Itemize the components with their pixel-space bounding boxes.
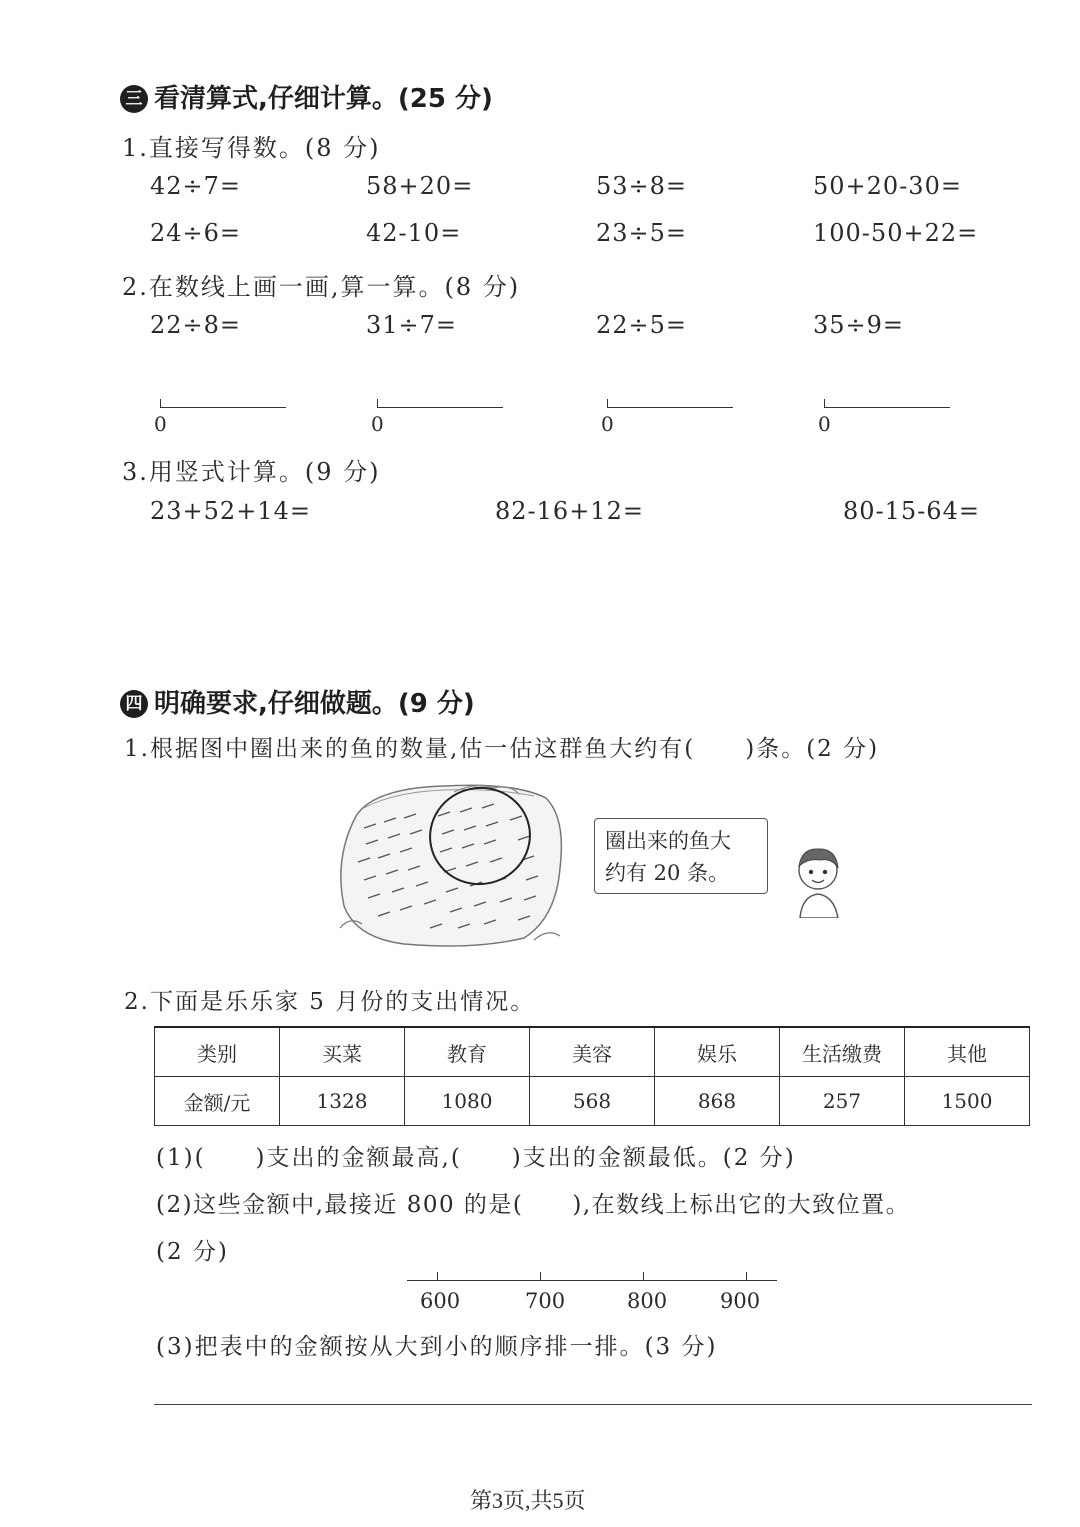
section4-title [120, 683, 475, 720]
table-cell: 教育 [405, 1027, 530, 1077]
section3-title [120, 78, 493, 115]
table-cell: 生活缴费 [780, 1027, 905, 1077]
section4-title-text: 明确要求,仔细做题。(9 分) [154, 689, 475, 719]
q1-title: 1.直接写得数。(8 分) [122, 134, 381, 162]
sub-question-1: (1)( )支出的金额最高,( )支出的金额最低。(2 分) [156, 1145, 796, 1171]
boy-illustration [792, 840, 844, 918]
table-row [155, 1077, 1030, 1126]
bubble-line-1: 圈出来的鱼大 [605, 829, 731, 853]
divider [154, 1404, 1032, 1405]
equation: 35÷9= [813, 311, 905, 339]
zero-label: 0 [818, 412, 831, 436]
table-cell: 1080 [405, 1077, 530, 1126]
equation: 31÷7= [366, 311, 458, 339]
table-cell: 1500 [905, 1077, 1030, 1126]
zero-label: 0 [154, 412, 167, 436]
section4-badge: 四 [120, 690, 148, 718]
table-cell: 868 [655, 1077, 780, 1126]
equation: 23+52+14= [150, 497, 311, 525]
s4-q2-title: 2.下面是乐乐家 5 月份的支出情况。 [124, 989, 536, 1015]
equation: 50+20-30= [813, 172, 962, 200]
equation: 24÷6= [150, 219, 242, 247]
expense-table [154, 1026, 1030, 1126]
equation: 42÷7= [150, 172, 242, 200]
equation: 53÷8= [596, 172, 688, 200]
sub-question-3: (3)把表中的金额按从大到小的顺序排一排。(3 分) [156, 1334, 718, 1360]
table-cell: 1328 [280, 1077, 405, 1126]
bubble-line-2: 约有 20 条。 [605, 861, 730, 885]
table-cell: 买菜 [280, 1027, 405, 1077]
equation: 82-16+12= [495, 497, 644, 525]
equation: 23÷5= [596, 219, 688, 247]
zero-label: 0 [371, 412, 384, 436]
tick-label: 800 [627, 1289, 668, 1313]
tick-label: 900 [720, 1289, 761, 1313]
equation: 22÷8= [150, 311, 242, 339]
s4-q1-title: 1.根据图中圈出来的鱼的数量,估一估这群鱼大约有( )条。(2 分) [124, 736, 880, 762]
section3-title-text: 看清算式,仔细计算。(25 分) [154, 84, 493, 114]
q3-title: 3.用竖式计算。(9 分) [122, 458, 381, 486]
table-cell: 257 [780, 1077, 905, 1126]
table-cell: 568 [530, 1077, 655, 1126]
table-cell: 娱乐 [655, 1027, 780, 1077]
tick-label: 700 [525, 1289, 566, 1313]
sub-question-2-score: (2 分) [156, 1239, 229, 1265]
table-cell: 其他 [905, 1027, 1030, 1077]
equation: 80-15-64= [843, 497, 980, 525]
equation: 58+20= [366, 172, 474, 200]
zero-label: 0 [601, 412, 614, 436]
tick-label: 600 [420, 1289, 461, 1313]
fish-school-illustration [334, 778, 570, 952]
speech-bubble [594, 818, 768, 894]
table-cell: 美容 [530, 1027, 655, 1077]
equation: 42-10= [366, 219, 462, 247]
q2-title: 2.在数线上画一画,算一算。(8 分) [122, 273, 521, 301]
table-cell: 类别 [155, 1027, 280, 1077]
table-header-row [155, 1027, 1030, 1077]
equation: 22÷5= [596, 311, 688, 339]
page-footer: 第3页,共5页 [470, 1488, 586, 1513]
section3-badge: 三 [120, 85, 148, 113]
sub-question-2: (2)这些金额中,最接近 800 的是( ),在数线上标出它的大致位置。 [156, 1192, 911, 1218]
equation: 100-50+22= [813, 219, 979, 247]
table-cell: 金额/元 [155, 1077, 280, 1126]
